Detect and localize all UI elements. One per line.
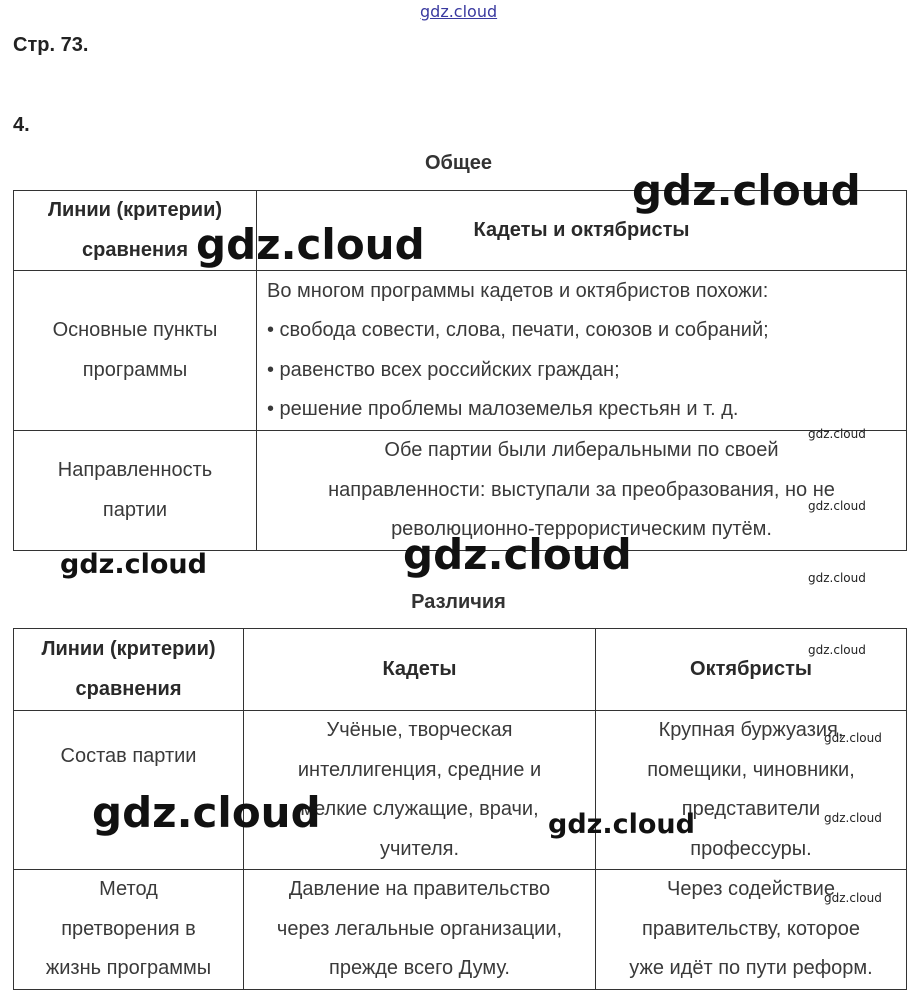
watermark-small: gdz.cloud — [808, 643, 866, 657]
row-label-line: программы — [82, 358, 188, 381]
watermark-small: gdz.cloud — [824, 891, 882, 905]
row-label-orientation — [14, 431, 257, 551]
content-line: профессуры. — [690, 837, 812, 860]
content-line: Давление на правительство — [288, 878, 551, 901]
content-line: революционно-террористическим путём. — [391, 518, 772, 541]
watermark-small: gdz.cloud — [808, 571, 866, 585]
content-line: Через содействие — [667, 878, 835, 901]
row-octobrists-method — [596, 870, 907, 990]
content-line: представители — [681, 798, 821, 820]
content-line: помещики, чиновники, — [647, 758, 855, 781]
content-line: Учёные, творческая — [326, 719, 513, 741]
watermark-large: gdz.cloud — [632, 166, 861, 215]
watermark-medium: gdz.cloud — [60, 549, 207, 580]
row-label-method — [14, 870, 244, 990]
watermark-large: gdz.cloud — [196, 220, 425, 269]
differences-section-title: Различия — [411, 591, 506, 613]
content-line: направленности: выступали за преобразования, но не — [328, 478, 835, 501]
task-number: 4. — [13, 114, 30, 136]
content-line: мелкие служащие, врачи, — [300, 798, 539, 820]
watermark-large: gdz.cloud — [403, 530, 632, 579]
differences-header-row — [14, 629, 907, 711]
watermark-small: gdz.cloud — [824, 731, 882, 745]
differences-header-octobrists: Октябристы — [596, 629, 907, 711]
content-line: • равенство всех российских граждан; — [267, 358, 620, 381]
content-line: Крупная буржуазия, — [658, 719, 844, 741]
common-section-title: Общее — [424, 152, 493, 174]
content-line: через легальные организации, — [276, 917, 563, 940]
watermark-medium: gdz.cloud — [548, 809, 695, 840]
row-label-line: Направленность — [57, 459, 213, 481]
common-header-parties: Кадеты и октябристы — [257, 191, 907, 271]
content-line: интеллигенция, средние и — [297, 758, 542, 781]
page-reference: Стр. 73. — [13, 34, 89, 56]
content-line: правительству, которое — [642, 917, 860, 940]
row-label-line: жизнь программы — [45, 957, 212, 980]
differences-header-cadets: Кадеты — [244, 629, 596, 711]
differences-header-criteria-line1: Линии (критерии) — [41, 638, 216, 660]
differences-header-criteria-line2: сравнения — [75, 677, 182, 700]
content-line: • свобода совести, слова, печати, союзов и собраний; — [267, 319, 769, 341]
table-row — [14, 870, 907, 990]
content-line: • решение проблемы малоземелья крестьян и т. д. — [267, 398, 739, 420]
content-line: прежде всего Думу. — [329, 957, 510, 980]
table-row — [14, 271, 907, 431]
differences-header-criteria — [14, 629, 244, 711]
row-label-line: Метод — [99, 878, 158, 901]
content-line: учителя. — [379, 837, 460, 860]
watermark-small: gdz.cloud — [808, 499, 866, 513]
row-label-line: претворения в — [61, 917, 196, 940]
row-label-line: Основные пункты — [52, 319, 218, 341]
content-line: Обе партии были либеральными по своей — [384, 439, 779, 462]
common-header-criteria-line2: сравнения — [81, 238, 188, 261]
content-line: Во многом программы кадетов и октябристов похожи: — [267, 279, 769, 302]
row-content-program — [257, 271, 907, 431]
row-label-line: партии — [102, 498, 168, 521]
row-cadets-method — [244, 870, 596, 990]
content-line: уже идёт по пути реформ. — [629, 957, 873, 980]
watermark-top: gdz.cloud — [420, 2, 498, 21]
watermark-small: gdz.cloud — [824, 811, 882, 825]
watermark-small: gdz.cloud — [808, 427, 866, 441]
common-table — [13, 190, 907, 551]
watermark-large: gdz.cloud — [92, 788, 321, 837]
common-header-criteria-line1: Линии (критерии) — [47, 199, 223, 221]
row-label-program — [14, 271, 257, 431]
row-label-line: Состав партии — [60, 745, 197, 767]
